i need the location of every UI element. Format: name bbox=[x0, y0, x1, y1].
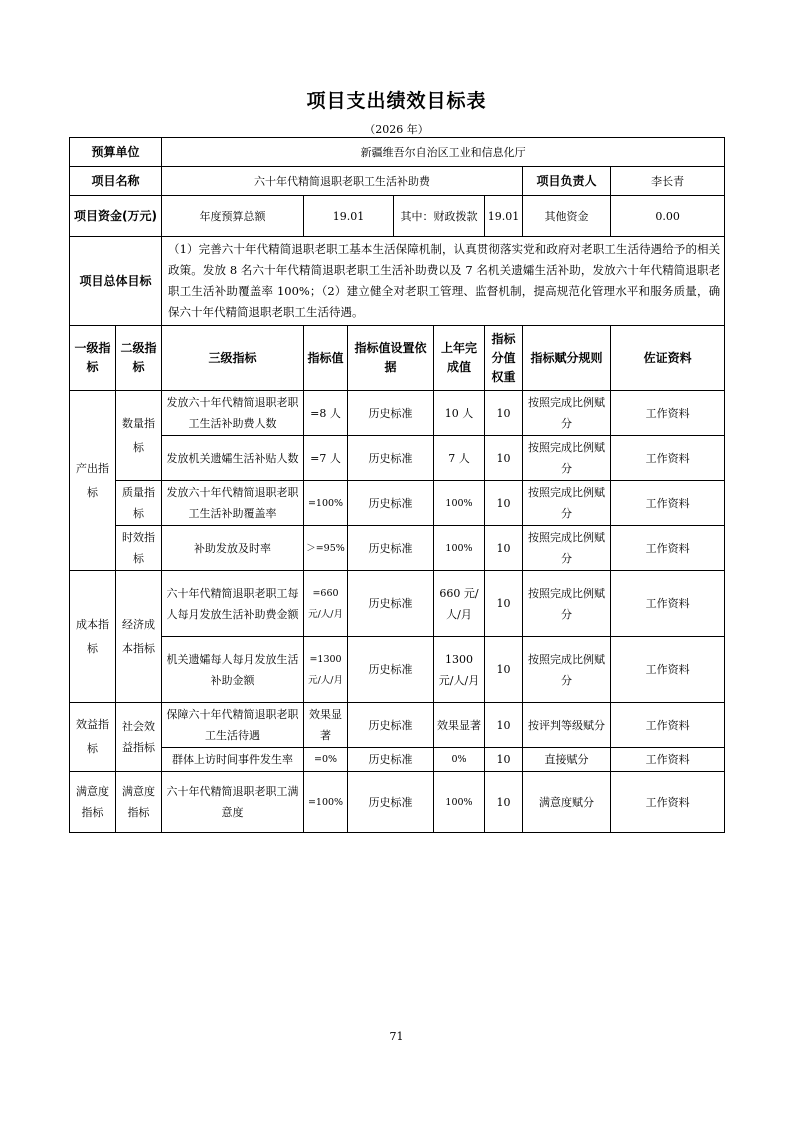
project-funds-row bbox=[70, 196, 725, 237]
table-row bbox=[70, 571, 725, 637]
table-row bbox=[70, 436, 725, 481]
indicator-weight: 10 bbox=[485, 703, 523, 748]
indicator-value: =100% bbox=[304, 772, 348, 833]
indicator-name: 机关遗孀每人每月发放生活补助金额 bbox=[162, 637, 304, 703]
indicator-name: 保障六十年代精简退职老职工生活待遇 bbox=[162, 703, 304, 748]
indicator-evidence: 工作资料 bbox=[611, 637, 725, 703]
project-name-value: 六十年代精简退职老职工生活补助费 bbox=[162, 167, 523, 196]
indicator-value: =1300 元/人/月 bbox=[304, 637, 348, 703]
group-output: 产出指标 bbox=[70, 391, 116, 571]
indicator-rule: 按评判等级赋分 bbox=[523, 703, 611, 748]
budget-unit-value: 新疆维吾尔自治区工业和信息化厅 bbox=[162, 138, 725, 167]
indicator-last-year: 100% bbox=[434, 772, 485, 833]
project-leader-label: 项目负责人 bbox=[523, 167, 611, 196]
table-row bbox=[70, 481, 725, 526]
indicator-rule: 按照完成比例赋分 bbox=[523, 571, 611, 637]
subgroup-economic-cost: 经济成本指标 bbox=[116, 571, 162, 703]
table-row bbox=[70, 526, 725, 571]
table-row bbox=[70, 391, 725, 436]
indicator-rule: 按照完成比例赋分 bbox=[523, 526, 611, 571]
indicator-basis: 历史标准 bbox=[348, 526, 434, 571]
project-name-row bbox=[70, 167, 725, 196]
indicator-basis: 历史标准 bbox=[348, 391, 434, 436]
annual-budget-label: 年度预算总额 bbox=[162, 196, 304, 237]
indicator-evidence: 工作资料 bbox=[611, 748, 725, 772]
indicator-last-year: 100% bbox=[434, 481, 485, 526]
indicator-value: =660 元/人/月 bbox=[304, 571, 348, 637]
table-row bbox=[70, 772, 725, 833]
project-leader-value: 李长青 bbox=[611, 167, 725, 196]
indicator-value: =7 人 bbox=[304, 436, 348, 481]
indicator-basis: 历史标准 bbox=[348, 571, 434, 637]
indicator-name: 群体上访时间事件发生率 bbox=[162, 748, 304, 772]
other-funds-label: 其他资金 bbox=[523, 196, 611, 237]
indicator-evidence: 工作资料 bbox=[611, 772, 725, 833]
indicator-weight: 10 bbox=[485, 526, 523, 571]
header-weight: 指标分值权重 bbox=[485, 326, 523, 391]
indicator-evidence: 工作资料 bbox=[611, 481, 725, 526]
annual-budget-value: 19.01 bbox=[304, 196, 394, 237]
indicator-weight: 10 bbox=[485, 748, 523, 772]
project-funds-label: 项目资金(万元) bbox=[70, 196, 162, 237]
performance-goal-table bbox=[69, 137, 725, 833]
table-row bbox=[70, 748, 725, 772]
header-level2: 二级指标 bbox=[116, 326, 162, 391]
indicator-value: ＞=95% bbox=[304, 526, 348, 571]
indicator-basis: 历史标准 bbox=[348, 703, 434, 748]
header-evidence: 佐证资料 bbox=[611, 326, 725, 391]
indicator-name: 发放六十年代精简退职老职工生活补助覆盖率 bbox=[162, 481, 304, 526]
indicator-last-year: 0% bbox=[434, 748, 485, 772]
indicator-basis: 历史标准 bbox=[348, 637, 434, 703]
subgroup-social-benefit: 社会效益指标 bbox=[116, 703, 162, 772]
indicator-rule: 满意度赋分 bbox=[523, 772, 611, 833]
indicator-value: =0% bbox=[304, 748, 348, 772]
group-satisfaction: 满意度指标 bbox=[70, 772, 116, 833]
other-funds-value: 0.00 bbox=[611, 196, 725, 237]
page-number: 71 bbox=[389, 1030, 404, 1043]
indicator-last-year: 效果显著 bbox=[434, 703, 485, 748]
indicator-value: =100% bbox=[304, 481, 348, 526]
subgroup-quantity: 数量指标 bbox=[116, 391, 162, 481]
header-level1: 一级指标 bbox=[70, 326, 116, 391]
indicator-header-row bbox=[70, 326, 725, 391]
overall-goal-row bbox=[70, 237, 725, 326]
table-row bbox=[70, 703, 725, 748]
fiscal-appropriation-label: 其中：财政拨款 bbox=[394, 196, 485, 237]
header-basis: 指标值设置依据 bbox=[348, 326, 434, 391]
indicator-value: =8 人 bbox=[304, 391, 348, 436]
indicator-last-year: 660 元/人/月 bbox=[434, 571, 485, 637]
indicator-rule: 按照完成比例赋分 bbox=[523, 481, 611, 526]
indicator-evidence: 工作资料 bbox=[611, 703, 725, 748]
indicator-rule: 直接赋分 bbox=[523, 748, 611, 772]
header-rule: 指标赋分规则 bbox=[523, 326, 611, 391]
group-cost: 成本指标 bbox=[70, 571, 116, 703]
project-name-label: 项目名称 bbox=[70, 167, 162, 196]
budget-unit-label: 预算单位 bbox=[70, 138, 162, 167]
indicator-last-year: 1300 元/人/月 bbox=[434, 637, 485, 703]
overall-goal-label: 项目总体目标 bbox=[70, 237, 162, 326]
indicator-rule: 按照完成比例赋分 bbox=[523, 637, 611, 703]
indicator-basis: 历史标准 bbox=[348, 772, 434, 833]
indicator-weight: 10 bbox=[485, 436, 523, 481]
indicator-evidence: 工作资料 bbox=[611, 436, 725, 481]
indicator-weight: 10 bbox=[485, 637, 523, 703]
indicator-name: 六十年代精简退职老职工满意度 bbox=[162, 772, 304, 833]
indicator-weight: 10 bbox=[485, 391, 523, 436]
overall-goal-text: （1）完善六十年代精简退职老职工基本生活保障机制，认真贯彻落实党和政府对老职工生活待遇给予的相关政策。发放 8 名六十年代精简退职老职工生活补助费以及 7 名机关遗孀生活补助，发放六十年代精简退职老职工生活补助覆盖率 100%；（2）建立健全对老职工管理、监督机制，提高规范化管理水平和服务质量，确保六十年代精简退职老职工生活待遇。 bbox=[162, 237, 725, 326]
group-benefit: 效益指标 bbox=[70, 703, 116, 772]
indicator-rule: 按照完成比例赋分 bbox=[523, 436, 611, 481]
subgroup-quality: 质量指标 bbox=[116, 481, 162, 526]
indicator-value: 效果显著 bbox=[304, 703, 348, 748]
indicator-basis: 历史标准 bbox=[348, 748, 434, 772]
indicator-basis: 历史标准 bbox=[348, 481, 434, 526]
subgroup-satisfaction: 满意度指标 bbox=[116, 772, 162, 833]
indicator-name: 发放六十年代精简退职老职工生活补助费人数 bbox=[162, 391, 304, 436]
table-row bbox=[70, 637, 725, 703]
indicator-last-year: 10 人 bbox=[434, 391, 485, 436]
indicator-last-year: 7 人 bbox=[434, 436, 485, 481]
fiscal-appropriation-value: 19.01 bbox=[485, 196, 523, 237]
indicator-weight: 10 bbox=[485, 772, 523, 833]
indicator-rule: 按照完成比例赋分 bbox=[523, 391, 611, 436]
indicator-evidence: 工作资料 bbox=[611, 526, 725, 571]
indicator-weight: 10 bbox=[485, 481, 523, 526]
budget-unit-row bbox=[70, 138, 725, 167]
indicator-name: 六十年代精简退职老职工每人每月发放生活补助费金额 bbox=[162, 571, 304, 637]
header-last-year: 上年完成值 bbox=[434, 326, 485, 391]
indicator-weight: 10 bbox=[485, 571, 523, 637]
subgroup-timeliness: 时效指标 bbox=[116, 526, 162, 571]
header-level3: 三级指标 bbox=[162, 326, 304, 391]
indicator-name: 发放机关遗孀生活补贴人数 bbox=[162, 436, 304, 481]
indicator-name: 补助发放及时率 bbox=[162, 526, 304, 571]
document-year: （2026 年） bbox=[364, 123, 429, 136]
header-value: 指标值 bbox=[304, 326, 348, 391]
indicator-evidence: 工作资料 bbox=[611, 391, 725, 436]
document-title: 项目支出绩效目标表 bbox=[306, 90, 487, 112]
indicator-evidence: 工作资料 bbox=[611, 571, 725, 637]
indicator-basis: 历史标准 bbox=[348, 436, 434, 481]
indicator-last-year: 100% bbox=[434, 526, 485, 571]
